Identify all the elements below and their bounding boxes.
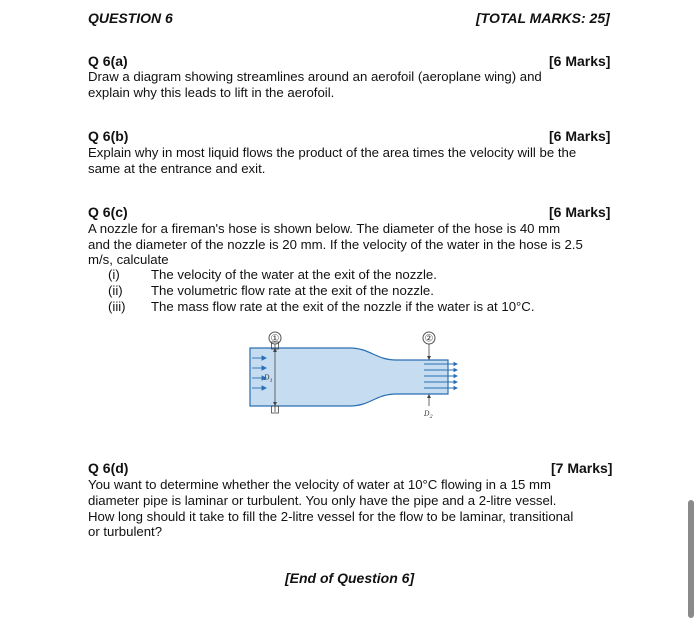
section-2-label: ② <box>424 333 434 345</box>
q6c-item-1-number: (i) <box>108 267 120 282</box>
q6c-item-2-number: (ii) <box>108 283 123 298</box>
question-title: QUESTION 6 <box>88 10 173 26</box>
nozzle-body <box>250 348 448 406</box>
q6c-item-2-text: The volumetric flow rate at the exit of the nozzle. <box>151 283 434 298</box>
nozzle-diagram <box>248 330 468 422</box>
q6a-marks: [6 Marks] <box>549 53 611 69</box>
q6d-marks: [7 Marks] <box>551 460 613 476</box>
q6c-item-3-text: The mass flow rate at the exit of the nozzle if the water is at 10°C. <box>151 299 535 314</box>
total-marks: [TOTAL MARKS: 25] <box>476 10 610 26</box>
q6b-line-1: Explain why in most liquid flows the product of the area times the velocity will be the <box>88 145 577 160</box>
q6c-label: Q 6(c) <box>88 204 128 220</box>
q6a-label: Q 6(a) <box>88 53 128 69</box>
q6c-marks: [6 Marks] <box>549 204 611 220</box>
q6a-line-1: Draw a diagram showing streamlines around an aerofoil (aeroplane wing) and <box>88 69 542 84</box>
d1-label: $D_1$ <box>264 374 273 384</box>
q6a-line-2: explain why this leads to lift in the aerofoil. <box>88 85 335 100</box>
q6d-line-1: You want to determine whether the velocity of water at 10°C flowing in a 15 mm <box>88 477 551 492</box>
q6b-line-2: same at the entrance and exit. <box>88 161 266 176</box>
q6d-line-2: diameter pipe is laminar or turbulent. You only have the pipe and a 2-litre vessel. <box>88 493 557 508</box>
d2-label: $D_2$ <box>424 410 433 420</box>
q6c-line-2: and the diameter of the nozzle is 20 mm. If the velocity of the water in the hose is 2.5 <box>88 237 583 252</box>
q6c-item-1-text: The velocity of the water at the exit of the nozzle. <box>151 267 437 282</box>
q6c-line-1: A nozzle for a fireman's hose is shown below. The diameter of the hose is 40 mm <box>88 221 561 236</box>
section-1-label: ① <box>270 333 280 345</box>
q6c-item-3-number: (iii) <box>108 299 126 314</box>
q6d-line-3: How long should it take to fill the 2-litre vessel for the flow to be laminar, transitional <box>88 509 574 524</box>
q6c-line-3: m/s, calculate <box>88 252 169 267</box>
q6b-label: Q 6(b) <box>88 128 129 144</box>
q6b-marks: [6 Marks] <box>549 128 611 144</box>
q6d-label: Q 6(d) <box>88 460 129 476</box>
q6d-line-4: or turbulent? <box>88 524 163 539</box>
vertical-scrollbar[interactable] <box>688 500 694 618</box>
end-of-question: [End of Question 6] <box>285 570 415 586</box>
